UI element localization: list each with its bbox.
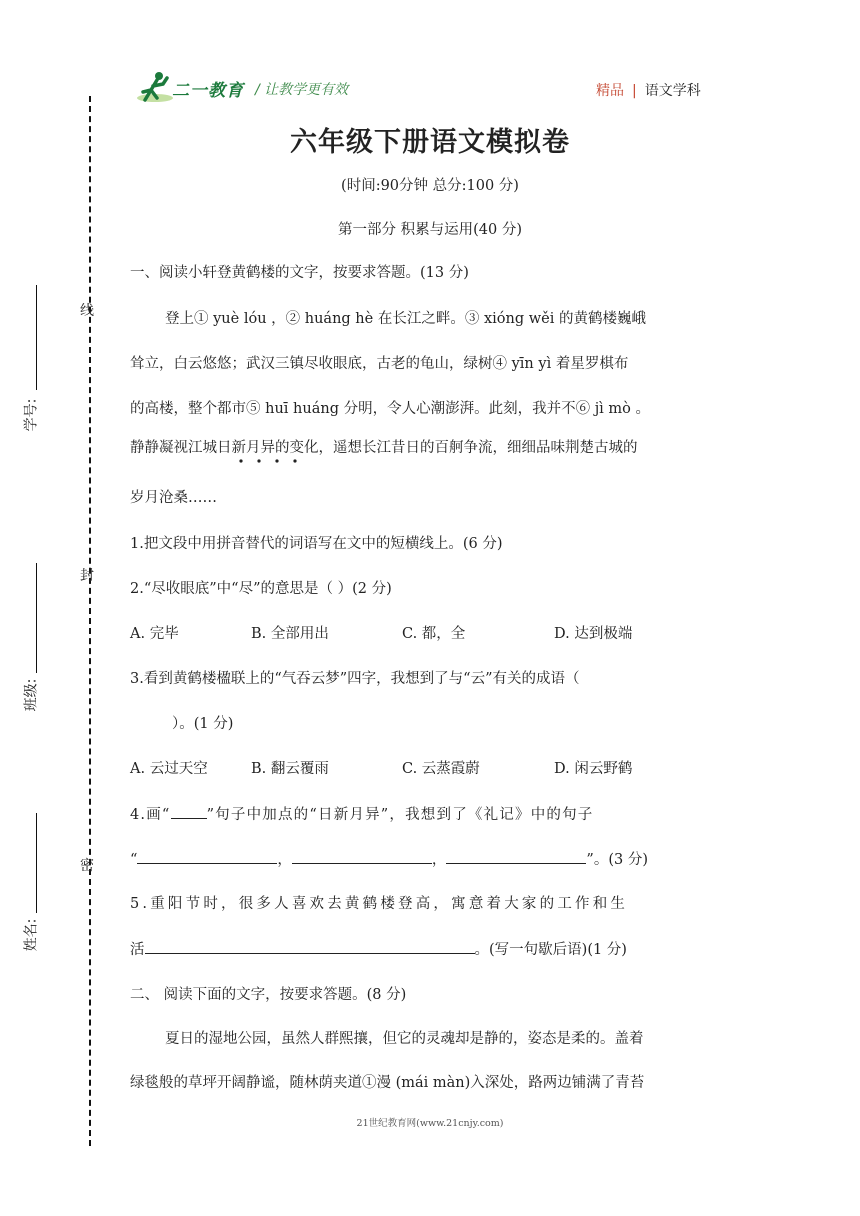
page-title: 六年级下册语文模拟卷 [290, 127, 570, 158]
question-1: 1.把文段中用拼音替代的词语写在文中的短横线上。(6 分) [130, 536, 503, 552]
question-4 [130, 804, 730, 825]
q4-answer-blank[interactable] [292, 849, 432, 864]
tag-premium: 精品 [596, 83, 624, 99]
q5-suffix: 。(写一句歇后语)(1 分) [474, 942, 627, 958]
passage2-line: 绿毯般的草坪开阔静谧，随林荫夹道①漫 (mái màn)入深处，路两边铺满了青苔 [130, 1075, 645, 1091]
question-2: 2.“尽收眼底”中“尽”的意思是（ ）(2 分) [130, 581, 392, 597]
binding-char-feng: 封 [80, 568, 94, 584]
option-d: D. 达到极端 [554, 626, 633, 642]
option-c: C. 都，全 [402, 626, 466, 642]
part-title: 第一部分 积累与运用(40 分) [338, 222, 522, 238]
option-b: B. 翻云覆雨 [251, 761, 329, 777]
q4-close: ”。(3 分) [586, 852, 648, 868]
passage1-line: 岁月沧桑…… [130, 490, 217, 506]
passage2-line: 夏日的湿地公园，虽然人群熙攘，但它的灵魂却是静的，姿态是柔的。盖着 [165, 1031, 644, 1047]
q4-comma: ， [431, 852, 447, 868]
binding-dashed-line [89, 96, 91, 1146]
q5-prefix: 活 [130, 942, 145, 958]
tag-subject: 语文学科 [644, 83, 701, 99]
question-5-tail [130, 939, 730, 960]
section1-heading: 一、阅读小轩登黄鹤楼的文字，按要求答题。(13 分) [130, 265, 469, 281]
subject-tag [596, 80, 701, 100]
q4-blank-short[interactable] [171, 804, 207, 819]
binding-char-mi: 密 [80, 858, 94, 874]
footer-source: 21世纪教育网(www.21cnjy.com) [356, 1118, 504, 1129]
brand-slogan: / 让教学更有效 [255, 82, 349, 98]
q4-suffix: ”句子中加点的“日新月异”，我想到了《礼记》中的句子 [206, 807, 594, 823]
tag-separator: | [632, 83, 637, 99]
brand-name: 二一教育 [172, 81, 244, 101]
student-id-line [36, 285, 37, 390]
option-a: A. 云过天空 [130, 761, 208, 777]
option-d: D. 闲云野鹤 [554, 761, 633, 777]
question-3: 3.看到黄鹤楼楹联上的“气吞云梦”四字，我想到了与“云”有关的成语（ [130, 671, 580, 687]
exam-time: (时间:90分钟 总分:100 分) [341, 178, 519, 194]
class-label: 班级: [23, 678, 40, 712]
name-label: 姓名: [23, 918, 40, 952]
section2-heading: 二、 阅读下面的文字，按要求答题。(8 分) [130, 987, 407, 1003]
question-3-tail: ）。(1 分) [172, 716, 234, 732]
emphasis-dots [232, 458, 302, 464]
q4-answer-blank[interactable] [446, 849, 586, 864]
q4-prefix: 4.画“ [130, 807, 171, 823]
passage1-line: 静静凝视江城日新月异的变化，遥想长江昔日的百舸争流，细细品味荆楚古城的 [130, 440, 638, 456]
q4-open-quote: “ [130, 852, 138, 868]
question-4-blanks [130, 849, 730, 870]
question-5: 5.重阳节时，很多人喜欢去黄鹤楼登高，寓意着大家的工作和生 [130, 896, 629, 912]
passage1-line: 登上① yuè lóu ，② huáng hè 在长江之畔。③ xióng wěi 的黄鹤楼巍峨 [165, 311, 646, 327]
q5-answer-blank[interactable] [145, 939, 475, 954]
student-id-label: 学号: [23, 398, 40, 432]
class-line [36, 563, 37, 673]
option-a: A. 完毕 [130, 626, 179, 642]
option-c: C. 云蒸霞蔚 [402, 761, 480, 777]
name-line [36, 813, 37, 913]
passage1-line: 耸立，白云悠悠；武汉三镇尽收眼底，古老的龟山，绿树④ yīn yì 着星罗棋布 [130, 356, 629, 372]
option-b: B. 全部用出 [251, 626, 329, 642]
binding-char-xian: 线 [80, 303, 94, 319]
q4-answer-blank[interactable] [137, 849, 277, 864]
q4-comma: ， [277, 852, 292, 868]
passage1-line: 的高楼，整个都市⑤ huī huáng 分明，令人心潮澎湃。此刻，我并不⑥ jì mò 。 [130, 401, 651, 417]
